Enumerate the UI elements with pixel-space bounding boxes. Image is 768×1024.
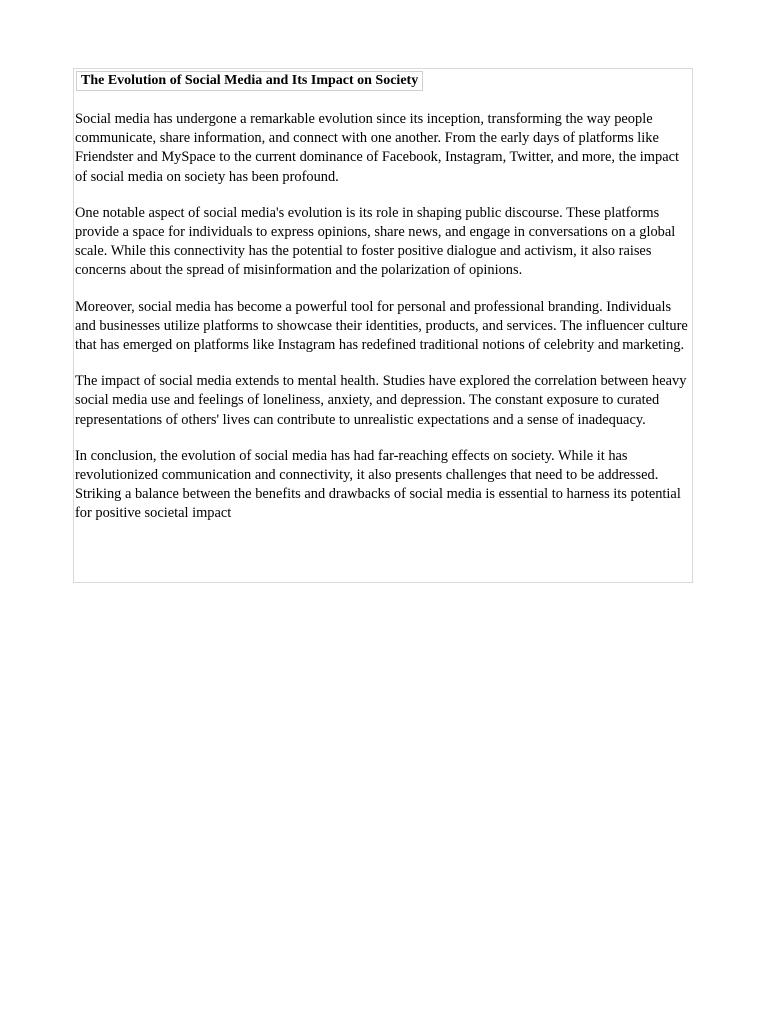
paragraph-5: In conclusion, the evolution of social media has had far-reaching effects on society. While it has revolutionized communication and connectivity, it also presents challenges that need to be addressed. Striking a balance between the benefits and drawbacks of social media is essential to harness its potential for positive societal impact bbox=[75, 447, 681, 522]
document-title: The Evolution of Social Media and Its Impact on Society bbox=[76, 71, 423, 91]
paragraph-1: Social media has undergone a remarkable evolution since its inception, transforming the way people communicate, share information, and connect with one another. From the early days of platforms like Friendster and MySpace to the current dominance of Facebook, Instagram, Twitter, and more, the impact of social media on society has been profound. bbox=[75, 111, 679, 185]
document-body bbox=[75, 110, 693, 541]
paragraph-2: One notable aspect of social media's evolution is its role in shaping public discourse. These platforms provide a space for individuals to express opinions, share news, and engage in conversations on a global scale. While this connectivity has the potential to foster positive dialogue and activism, it also raises concerns about the spread of misinformation and the polarization of opinions. bbox=[75, 204, 676, 279]
paragraph-4: The impact of social media extends to mental health. Studies have explored the correlation between heavy social media use and feelings of loneliness, anxiety, and depression. The constant exposure to curated representations of others' lives can contribute to unrealistic expectations and a sense of inadequacy. bbox=[75, 373, 687, 428]
paragraph-3: Moreover, social media has become a powerful tool for personal and professional branding. Individuals and businesses utilize platforms to showcase their identities, products, and services. The influencer culture that has emerged on platforms like Instagram has redefined traditional notions of celebrity and marketing. bbox=[75, 298, 688, 354]
